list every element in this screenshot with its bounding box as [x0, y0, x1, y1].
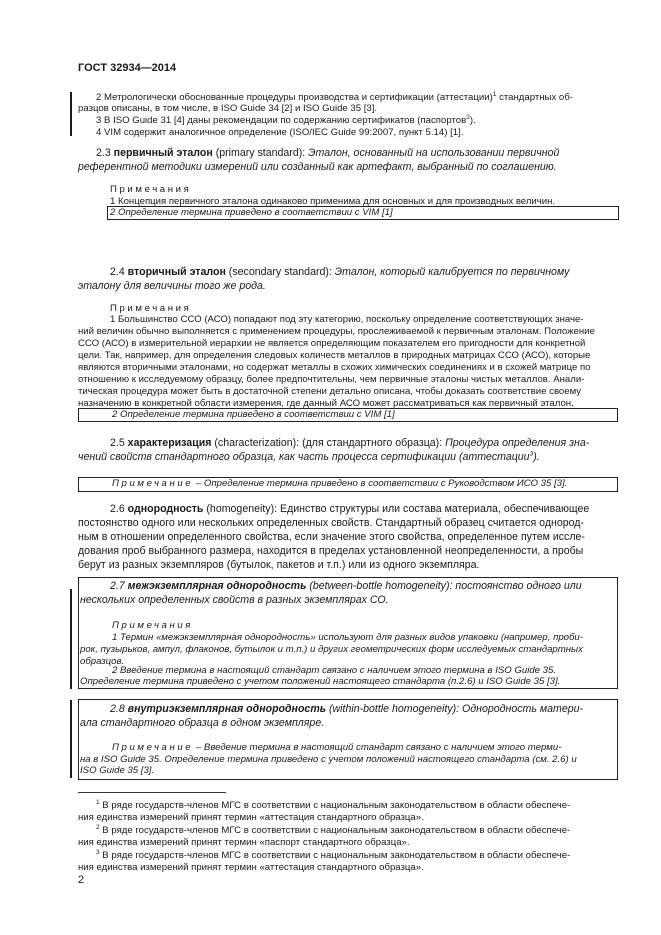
footnote-1-line-1: $^1$ В ряде государств-членов МГС в соответствии с национальным законодательством в области обеспече- — [96, 798, 571, 811]
term-2-5-line-2: чений свойств стандартного образца, как часть процесса сертификации (аттестации$^3$). — [78, 450, 540, 463]
footnote-3-line-2: ния единства измерений принят термин «аттестация стандартного образца». — [78, 862, 424, 873]
page-number: 2 — [78, 874, 85, 886]
note-line: ССО (АСО) в измерительной иерархии не является определяющим показателем его пригодности для конкретной — [78, 338, 586, 349]
footnote-2-line-2: ния единства измерений принят термин «паспорт стандартного образца». — [78, 837, 410, 848]
notes-heading: Примечания — [110, 303, 192, 314]
term-2-6-line: дования проб выбранного размера, находится в пределах установленной неопределенности, а пробы — [78, 545, 584, 557]
term-2-5-line-1: 2.5 характеризация (characterization): (для стандартного образца): Процедура определения зна- — [110, 437, 590, 449]
footnote-1-line-2: ния единства измерений принят термин «аттестация стандартного образца». — [78, 812, 424, 823]
note-line: ний величин обычно выполняется с применением процедуры, прослеживаемой к первичным эталонам. Положение — [78, 326, 595, 337]
term-2-4-line-1: 2.4 вторичный эталон (secondary standard): Эталон, который калибруется по первичному — [110, 266, 570, 278]
term-2-3-note-2: 2 Определение термина приведено в соответствии с VIM [1] — [110, 207, 393, 218]
note-3: 3 В ISO Guide 31 [4] даны рекомендации по содержанию сертификатов (паспортов$^2$). — [96, 113, 476, 126]
term-2-6-line: берут из разных экземпляров (бутылок, пакетов и т.п.) или из одного экземпляра. — [78, 559, 480, 571]
term-2-7-line-2: нескольких определенных свойств в разных экземплярах СО. — [80, 594, 389, 606]
change-bar — [70, 700, 72, 778]
term-2-6-line: постоянство одного или нескольких определенных свойств. Стандартный образец считается однород- — [78, 517, 585, 529]
term-2-8-note-line-1: Примечание – Введение термина в настоящий стандарт связано с наличием этого терми- — [112, 742, 562, 753]
term-2-8-title: внутриэкземплярная однородность — [127, 703, 327, 715]
note-2-line-1: 2 Метрологически обоснованные процедуры производства и сертификации (аттестации)$^1$ стандартных об- — [96, 90, 573, 103]
note-line: являются вторичными эталонами, но содержат металлы в схожих химических соединениях и в схожей матрице по — [78, 362, 591, 373]
notes-heading: Примечания — [112, 620, 194, 631]
change-bar — [70, 589, 72, 689]
term-2-3-title: первичный эталон — [113, 147, 213, 159]
term-2-3-note-1: 1 Концепция первичного эталона одинаково применима для основных и для производных величин. — [110, 196, 556, 207]
note-line: Определение термина приведено с учетом положений настоящего стандарта (п.2.6) и ISO Guide 35 [3]. — [80, 676, 561, 687]
term-2-4-title: вторичный эталон — [127, 266, 226, 278]
note-line: рок, пузырьков, ампул, флаконов, бутылок и т.п.) и других геометрических форм исследуемых стандартных — [80, 644, 583, 655]
document-header: ГОСТ 32934—2014 — [78, 62, 177, 74]
term-2-3-line-1: 2.3 первичный эталон (primary standard): Эталон, основанный на использовании первичной — [96, 147, 560, 159]
term-2-8-line-1: 2.8 внутриэкземплярная однородность (within-bottle homogeneity): Однородность матери- — [110, 703, 584, 715]
term-2-7-title: межэкземплярная однородность — [127, 580, 307, 592]
term-2-5-note: Примечание – Определение термина приведено в соответствии с Руководством ИСО 35 [3]. — [112, 478, 568, 489]
term-2-5-title: характеризация — [127, 437, 212, 449]
note-line: цели. Так, например, для определения следовых количеств металлов в природных матрицах ССО (АСО), которые — [78, 350, 591, 361]
note-line: 1 Большинство ССО (АСО) попадают под эту категорию, поскольку определение соответствующих значе- — [110, 314, 584, 325]
note-4: 4 VIM содержит аналогичное определение (ISO/IEC Guide 99:2007, пункт 5.14) [1]. — [96, 127, 464, 138]
change-bar — [70, 92, 72, 136]
note-2-line-2: разцов описаны, в том числе, в ISO Guide 34 [2] и ISO Guide 35 [3]. — [78, 103, 378, 114]
footnote-separator — [78, 792, 226, 793]
note-line: образцов. — [80, 656, 125, 667]
note-line: на в ISO Guide 35. Определение термина приведено с учетом положений настоящего стандарта (см. 2.6) и — [80, 754, 577, 765]
note-line: 2 Введение термина в настоящий стандарт связано с наличием этого термина в ISO Guide 35. — [112, 665, 557, 676]
note-line: ISO Guide 35 [3]. — [80, 765, 155, 776]
term-2-7-line-1: 2.7 межэкземплярная однородность (between-bottle homogeneity): постоянство одного или — [110, 580, 582, 592]
term-2-6-line: ным в отношении определенного свойства, если значение этого свойства, определенное путем иссле- — [78, 531, 585, 543]
note-line: назначению в конкретной области измерения, где данный АСО может рассматриваться как первичный эталон. — [78, 398, 574, 409]
note-line: тическая процедура может быть в достаточной степени детально описана, чтобы доказать соответствие своему — [78, 386, 582, 397]
note-line: отношению к исследуемому образцу, более предпочтительны, чем первичные эталоны чистых металлов. Анали- — [78, 374, 585, 385]
term-2-6-line-1: 2.6 однородность (homogeneity): Единство структуры или состава материала, обеспечивающее — [110, 503, 590, 515]
term-2-3-line-2: референтной методики измерений или созданный как артефакт, выбранный по соглашению. — [78, 161, 557, 173]
notes-heading: Примечания — [110, 184, 192, 195]
note-line: 1 Термин «межэкземплярная однородность» используют для разных видов упаковки (например, проби- — [112, 632, 583, 643]
term-2-6-title: однородность — [127, 503, 204, 515]
term-2-4-note-2: 2 Определение термина приведено в соответствии с VIM [1] — [112, 409, 395, 420]
term-2-8-line-2: ала стандартного образца в одном экземпляре. — [80, 717, 325, 729]
footnote-3-line-1: $^3$ В ряде государств-членов МГС в соответствии с национальным законодательством в области обеспече- — [96, 848, 571, 861]
term-2-4-line-2: эталону для величины того же рода. — [78, 280, 266, 292]
footnote-2-line-1: $^2$ В ряде государств-членов МГС в соответствии с национальным законодательством в области обеспече- — [96, 823, 571, 836]
